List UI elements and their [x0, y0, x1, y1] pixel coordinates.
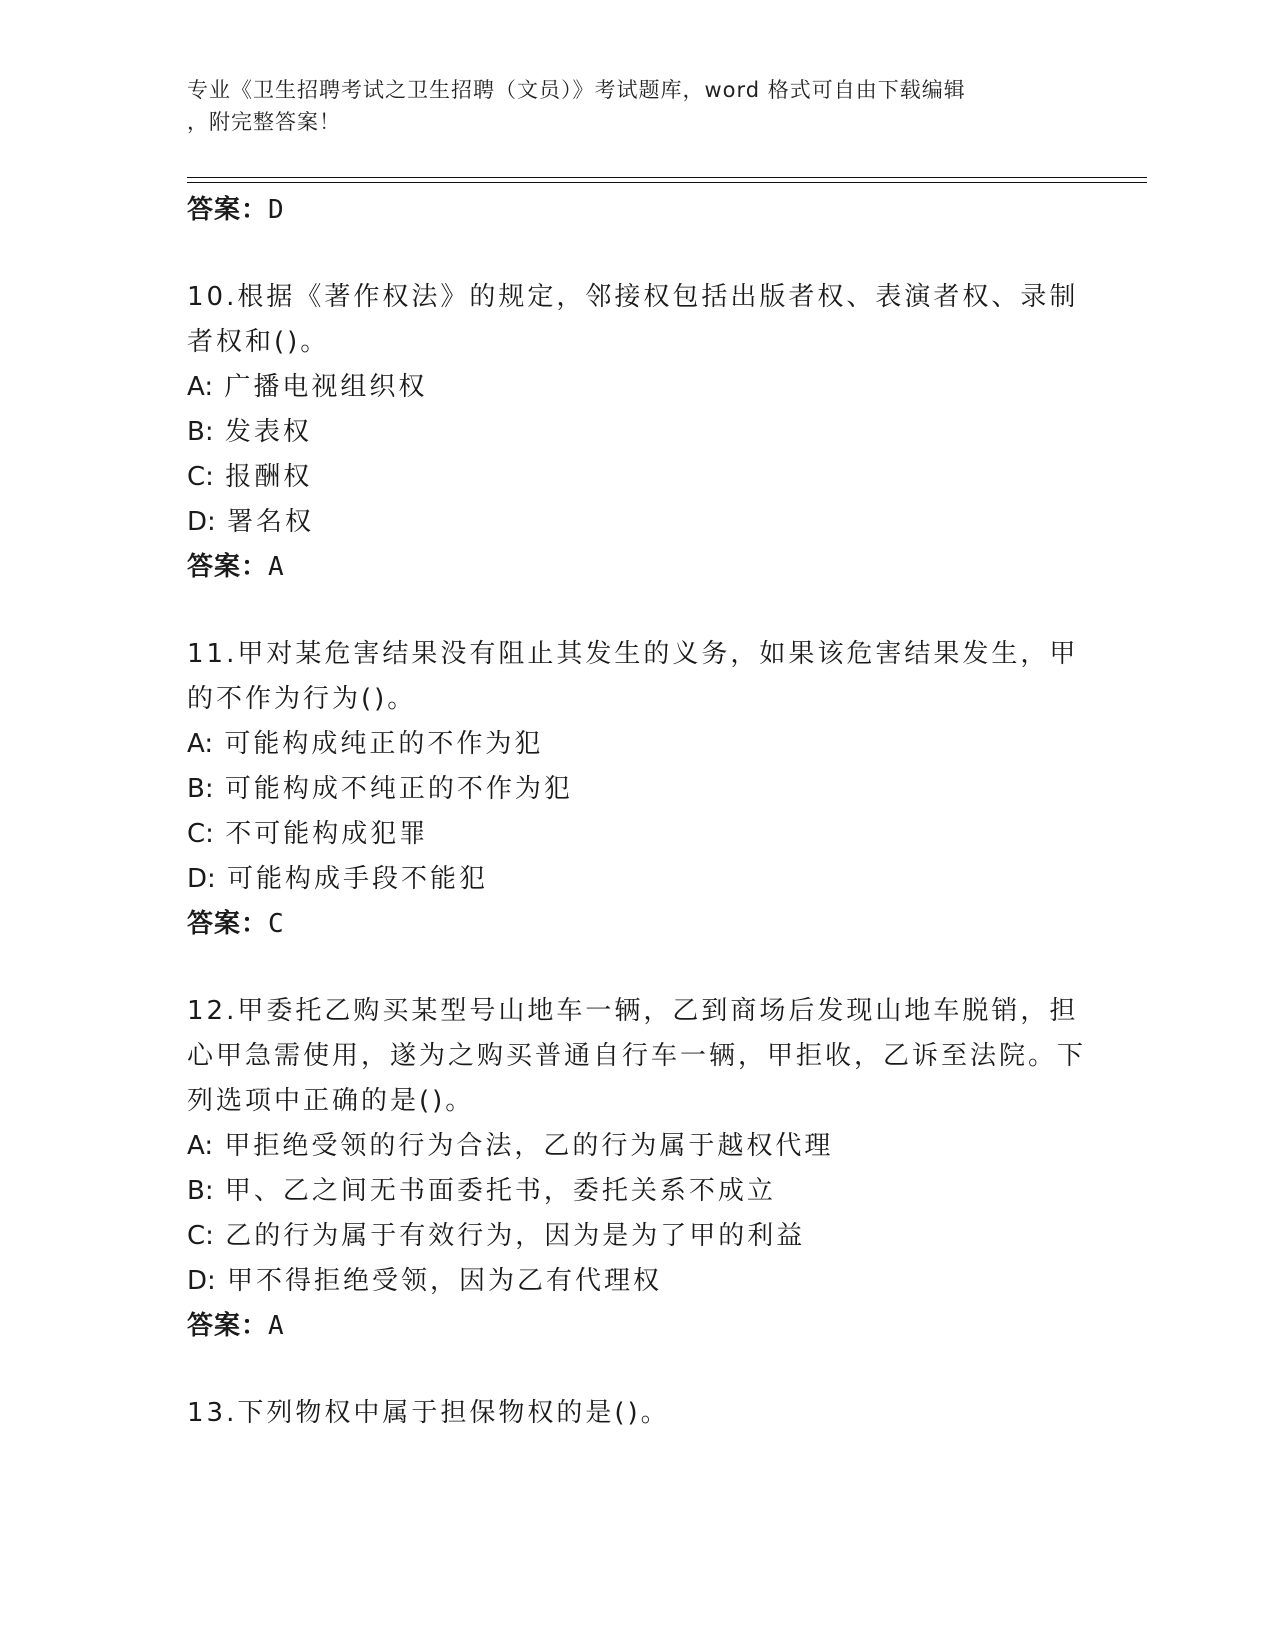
option-text: 广播电视组织权	[224, 372, 428, 402]
option-key: D:	[187, 1266, 216, 1296]
option-key: B:	[187, 417, 214, 447]
option-text: 甲、乙之间无书面委托书，委托关系不成立	[224, 1176, 776, 1206]
answer	[187, 545, 1087, 589]
question-10	[187, 275, 1087, 589]
option-b	[187, 1169, 1087, 1214]
header-line-1: 专业《卫生招聘考试之卫生招聘（文员）》考试题库，word 格式可自由下载编辑	[187, 78, 966, 102]
option-text: 可能构成不纯正的不作为犯	[224, 774, 573, 804]
question-stem: 11.甲对某危害结果没有阻止其发生的义务，如果该危害结果发生，甲的不作为行为()。	[187, 639, 1079, 714]
answer-label: 答案：	[187, 552, 269, 582]
option-text: 乙的行为属于有效行为，因为是为了甲的利益	[225, 1221, 806, 1251]
option-text: 发表权	[224, 417, 312, 447]
answer-label: 答案：	[187, 1311, 269, 1341]
option-b	[187, 767, 1087, 812]
answer-label: 答案：	[187, 195, 269, 225]
option-key: C:	[187, 462, 214, 492]
option-c	[187, 1214, 1087, 1259]
option-key: C:	[187, 819, 214, 849]
option-d	[187, 857, 1087, 902]
option-text: 署名权	[227, 507, 315, 537]
option-key: D:	[187, 507, 216, 537]
header-line-2: ，附完整答案！	[187, 110, 341, 134]
answer-label: 答案：	[187, 909, 269, 939]
option-key: D:	[187, 864, 216, 894]
question-11	[187, 632, 1087, 946]
option-text: 甲拒绝受领的行为合法，乙的行为属于越权代理	[224, 1131, 834, 1161]
option-a	[187, 365, 1087, 410]
answer-value: A	[268, 1311, 285, 1341]
answer	[187, 902, 1087, 946]
answer-value: A	[268, 552, 285, 582]
exam-content	[187, 188, 1087, 1436]
answer-value: C	[268, 909, 285, 939]
option-text: 可能构成手段不能犯	[227, 864, 489, 894]
question-12	[187, 989, 1087, 1348]
option-key: A:	[187, 372, 214, 402]
option-c	[187, 812, 1087, 857]
question-13	[187, 1391, 1087, 1436]
option-b	[187, 410, 1087, 455]
option-text: 甲不得拒绝受领，因为乙有代理权	[227, 1266, 663, 1296]
answer-value: D	[268, 195, 285, 225]
option-text: 报酬权	[225, 462, 313, 492]
option-d	[187, 500, 1087, 545]
header-divider-top	[187, 177, 1147, 178]
option-a	[187, 722, 1087, 767]
option-d	[187, 1259, 1087, 1304]
answer-previous	[187, 188, 1087, 232]
answer	[187, 1304, 1087, 1348]
option-key: B:	[187, 1176, 214, 1206]
option-c	[187, 455, 1087, 500]
question-stem: 13.下列物权中属于担保物权的是()。	[187, 1398, 670, 1428]
page-header	[187, 74, 1087, 138]
option-key: A:	[187, 729, 214, 759]
header-divider-bottom	[187, 182, 1147, 183]
option-key: B:	[187, 774, 214, 804]
option-key: A:	[187, 1131, 214, 1161]
question-stem: 10.根据《著作权法》的规定，邻接权包括出版者权、表演者权、录制者权和()。	[187, 282, 1079, 357]
option-text: 不可能构成犯罪	[225, 819, 429, 849]
option-key: C:	[187, 1221, 214, 1251]
question-stem: 12.甲委托乙购买某型号山地车一辆，乙到商场后发现山地车脱销，担心甲急需使用，遂为之购买普通自行车一辆，甲拒收，乙诉至法院。下列选项中正确的是()。	[187, 996, 1087, 1116]
option-a	[187, 1124, 1087, 1169]
option-text: 可能构成纯正的不作为犯	[224, 729, 544, 759]
